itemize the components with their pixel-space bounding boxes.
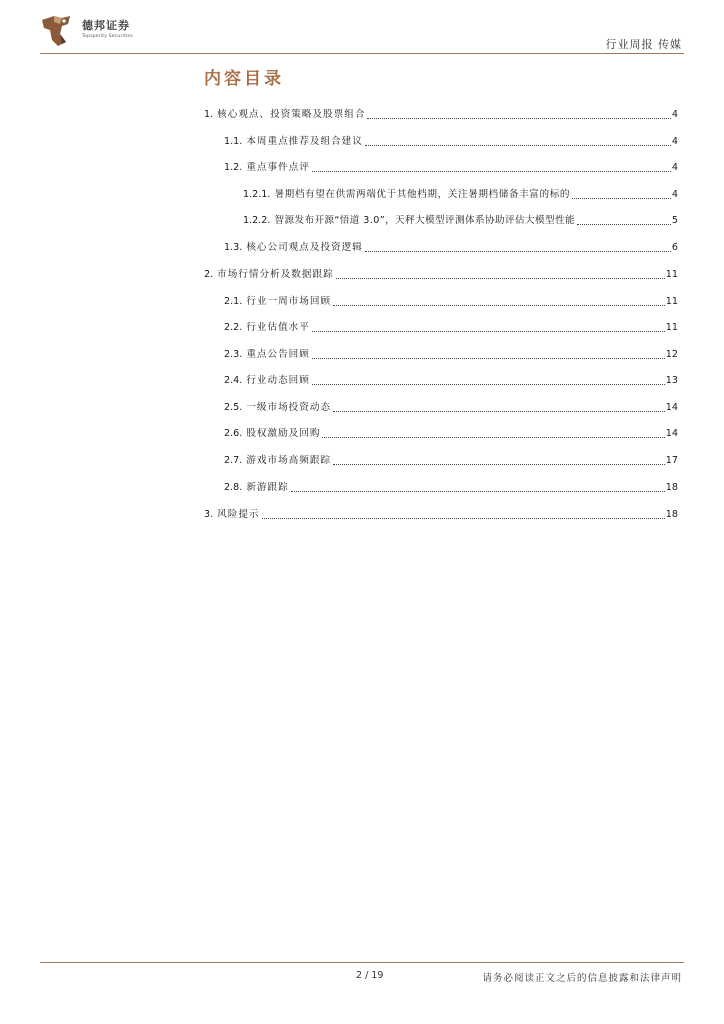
toc-leader-dots — [291, 483, 665, 492]
toc-entry-page: 14 — [665, 402, 678, 413]
toc-entry-number: 1.1. — [224, 136, 243, 147]
toc-entry-label: 一级市场投资动态 — [246, 402, 332, 413]
toc-entry-page: 11 — [665, 322, 678, 333]
toc-entry-label: 本周重点推荐及组合建议 — [246, 136, 363, 147]
toc-leader-dots — [312, 376, 665, 385]
brand-name-cn: 德邦证券 — [82, 19, 130, 32]
toc-entry-label: 行业动态回顾 — [246, 375, 310, 386]
toc-entry-page: 4 — [671, 162, 678, 173]
toc-leader-dots — [336, 270, 665, 279]
toc-leader-dots — [312, 323, 665, 332]
toc-entry-2-6[interactable] — [224, 428, 678, 440]
toc-leader-dots — [367, 110, 670, 119]
legal-disclaimer: 请务必阅读正文之后的信息披露和法律声明 — [482, 973, 682, 984]
toc-entry-page: 18 — [665, 509, 678, 520]
toc-entry-number: 2.3. — [224, 349, 243, 360]
toc-title: 内容目录 — [204, 69, 284, 89]
toc-entry-number: 2.8. — [224, 482, 243, 493]
toc-entry-number: 1. — [204, 109, 214, 120]
toc-entry-page: 11 — [665, 296, 678, 307]
toc-entry-page: 5 — [671, 215, 678, 226]
toc-leader-dots — [365, 243, 671, 252]
toc-entry-number: 2.2. — [224, 322, 243, 333]
toc-entry-2-3[interactable] — [224, 349, 678, 361]
toc-leader-dots — [322, 429, 664, 438]
toc-entry-label: 游戏市场高频跟踪 — [246, 455, 332, 466]
report-section-label: 行业周报 传媒 — [605, 38, 682, 51]
toc-entry-1-1[interactable] — [224, 136, 678, 148]
toc-leader-dots — [312, 350, 665, 359]
toc-entry-2[interactable] — [204, 269, 678, 281]
toc-entry-page: 4 — [671, 189, 678, 200]
toc-leader-dots — [577, 216, 671, 225]
toc-entry-2-8[interactable] — [224, 482, 678, 494]
brand-name-en: Topsperity Securities — [82, 34, 133, 39]
company-logo — [40, 14, 160, 50]
toc-entry-label: 核心观点、投资策略及股票组合 — [217, 109, 366, 120]
toc-entry-2-5[interactable] — [224, 402, 678, 414]
toc-entry-2-7[interactable] — [224, 455, 678, 467]
toc-entry-number: 1.2. — [224, 162, 243, 173]
toc-entry-1[interactable] — [204, 109, 678, 121]
toc-entry-page: 17 — [665, 455, 678, 466]
toc-entry-label: 市场行情分析及数据跟踪 — [217, 269, 334, 280]
toc-leader-dots — [572, 190, 671, 199]
toc-entry-label: 重点事件点评 — [246, 162, 310, 173]
toc-entry-label: 智源发布开源“悟道 3.0”，天秤大模型评测体系协助评估大模型性能 — [274, 215, 575, 226]
toc-entry-page: 14 — [665, 428, 678, 439]
toc-entry-page: 11 — [665, 269, 678, 280]
toc-entry-number: 1.3. — [224, 242, 243, 253]
toc-entry-page: 6 — [671, 242, 678, 253]
toc-entry-number: 3. — [204, 509, 214, 520]
toc-entry-page: 12 — [665, 349, 678, 360]
toc-entry-2-4[interactable] — [224, 375, 678, 387]
toc-entry-label: 核心公司观点及投资逻辑 — [246, 242, 363, 253]
toc-entry-2-2[interactable] — [224, 322, 678, 334]
footer-divider — [40, 962, 684, 963]
toc-entry-2-1[interactable] — [224, 296, 678, 308]
toc-entry-label: 行业一周市场回顾 — [246, 296, 332, 307]
toc-entry-number: 2.1. — [224, 296, 243, 307]
toc-entry-number: 2.4. — [224, 375, 243, 386]
toc-entry-1-2-1[interactable] — [243, 189, 678, 201]
toc-leader-dots — [333, 403, 665, 412]
toc-leader-dots — [262, 510, 665, 519]
toc-entry-label: 重点公告回顾 — [246, 349, 310, 360]
toc-entry-page: 4 — [671, 136, 678, 147]
toc-entry-page: 4 — [671, 109, 678, 120]
toc-leader-dots — [365, 137, 671, 146]
toc-entry-label: 新游跟踪 — [246, 482, 289, 493]
toc-leader-dots — [333, 456, 665, 465]
toc-entry-1-2[interactable] — [224, 162, 678, 174]
toc-entry-number: 2.6. — [224, 428, 243, 439]
toc-entry-label: 风险提示 — [217, 509, 260, 520]
company-logo-mark-icon — [40, 14, 74, 48]
toc-entry-3[interactable] — [204, 509, 678, 521]
page-indicator: 2 / 19 — [356, 970, 384, 981]
toc-entry-label: 股权激励及回购 — [246, 428, 321, 439]
toc-entry-label: 暑期档有望在供需两端优于其他档期，关注暑期档储备丰富的标的 — [274, 189, 571, 200]
toc-entry-label: 行业估值水平 — [246, 322, 310, 333]
toc-entry-number: 2.7. — [224, 455, 243, 466]
toc-entry-1-2-2[interactable] — [243, 215, 678, 227]
toc-entry-number: 1.2.1. — [243, 189, 271, 200]
toc-entry-1-3[interactable] — [224, 242, 678, 254]
toc-entry-number: 2. — [204, 269, 214, 280]
toc-leader-dots — [312, 163, 671, 172]
toc-entry-number: 1.2.2. — [243, 215, 271, 226]
toc-entry-page: 18 — [665, 482, 678, 493]
toc-entry-page: 13 — [665, 375, 678, 386]
toc-leader-dots — [333, 297, 665, 306]
toc-entry-number: 2.5. — [224, 402, 243, 413]
header-divider — [40, 53, 684, 54]
